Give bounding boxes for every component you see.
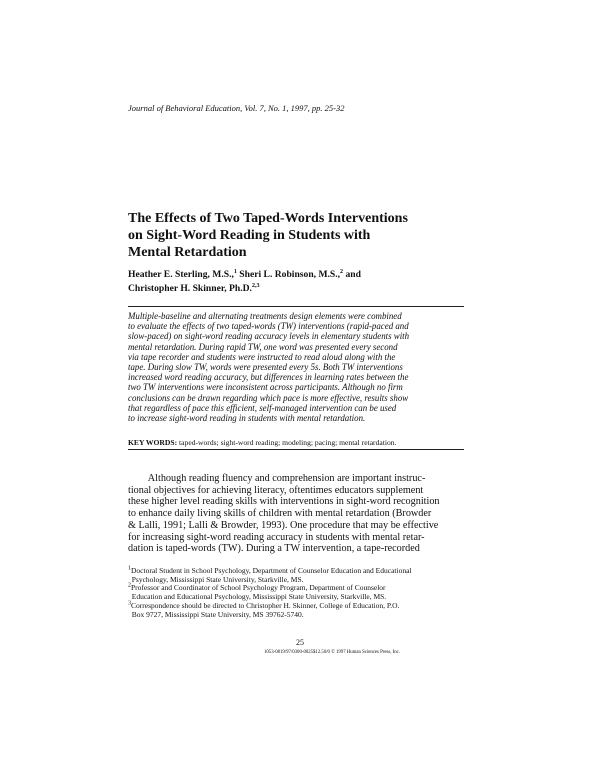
journal-citation: Journal of Behavioral Education, Vol. 7, No. 1, 1997, pp. 25-32 <box>128 103 345 113</box>
body-line: Although reading fluency and comprehension are important instruc- <box>128 473 426 484</box>
footnote-text: Psychology, Mississippi State University, Starkville, MS. <box>128 574 304 584</box>
abstract-line: that regardless of pace this efficient, self-managed intervention can be used <box>128 402 397 413</box>
footnote-text: Doctoral Student in School Psychology, Department of Counselor Education and Educational <box>131 566 412 575</box>
title-line: The Effects of Two Taped-Words Interventions <box>128 211 408 226</box>
footnote-marker: 3 <box>128 600 131 607</box>
body-line: these higher level reading skills with interventions in sight-word recognition <box>128 496 440 508</box>
abstract-line: Multiple-baseline and alternating treatments design elements were combined <box>128 311 402 321</box>
author-line <box>128 268 468 282</box>
keywords-bottom-rule <box>128 449 464 450</box>
abstract-top-rule <box>128 306 464 307</box>
body-paragraph <box>128 473 464 555</box>
abstract-line: tape. During slow TW, words were presented every 5s. Both TW interventions <box>128 362 403 373</box>
author-name: Heather E. Sterling, M.S., <box>128 269 234 280</box>
affiliation-marker: 2,3 <box>251 282 260 289</box>
body-line: dation is taped-words (TW). During a TW intervention, a tape-recorded <box>128 543 420 555</box>
author-conjunction: and <box>343 269 361 280</box>
body-line: tional objectives for achieving literacy, oftentimes educators supplement <box>128 484 424 496</box>
author-name: Sheri L. Robinson, M.S., <box>236 269 341 280</box>
abstract-line: slow-paced) on sight-word reading accuracy levels in elementary students with <box>128 331 410 342</box>
footnote-text: Professor and Coordinator of School Psychology Program, Department of Counselor <box>131 583 386 593</box>
abstract-line: to evaluate the effects of two taped-words (TW) interventions (rapid-paced and <box>128 321 409 332</box>
footnote-text: Education and Educational Psychology, Mississippi State University, Starkville, MS. <box>128 592 387 602</box>
copyright-line: 1053-0819/97/0300-0025$12.50/0 © 1997 Human Sciences Press, Inc. <box>264 650 400 655</box>
keywords-text: taped-words; sight-word reading; modeling; pacing; mental retardation. <box>177 438 397 447</box>
keywords <box>128 438 464 447</box>
author-line <box>128 282 468 296</box>
title-line: on Sight-Word Reading in Students with <box>128 228 371 243</box>
footnotes <box>128 567 468 619</box>
footnote-line <box>128 611 468 620</box>
article-title <box>128 210 468 261</box>
affiliation-marker: 1 <box>233 268 237 275</box>
body-line: to enhance daily living skills of children with mental retardation (Browder <box>128 508 432 520</box>
abstract-line: two TW interventions were inconsistent across participants. Although no firm <box>128 382 403 393</box>
abstract-line: conclusions can be drawn regarding which pace is more effective, results show <box>128 392 409 403</box>
body-line: for increasing sight-word reading accuracy in students with mental retar- <box>128 531 425 543</box>
author-name: Christopher H. Skinner, Ph.D. <box>128 283 252 294</box>
keywords-label: KEY WORDS: <box>128 438 178 447</box>
abstract-line: mental retardation. During rapid TW, one word was presented every second <box>128 341 398 352</box>
footnote-marker: 1 <box>128 565 131 572</box>
page-number: 25 <box>296 638 304 647</box>
body-line: & Lalli, 1991; Lalli & Browder, 1993). One procedure that may be effective <box>128 519 439 531</box>
footnote-text: Box 9727, Mississippi State University, MS 39762-5740. <box>128 609 304 619</box>
footnote-marker: 2 <box>128 582 131 589</box>
abstract <box>128 311 464 423</box>
author-list <box>128 268 468 296</box>
footnote-text: Correspondence should be directed to Christopher H. Skinner, College of Education, P.O. <box>131 600 400 610</box>
abstract-line: via tape recorder and students were instructed to read aloud along with the <box>128 351 396 362</box>
abstract-line: increased word reading accuracy, but differences in learning rates between the <box>128 372 409 383</box>
abstract-line: to increase sight-word reading in students with mental retardation. <box>128 413 366 424</box>
title-line: Mental Retardation <box>128 245 247 260</box>
affiliation-marker: 2 <box>340 268 344 275</box>
